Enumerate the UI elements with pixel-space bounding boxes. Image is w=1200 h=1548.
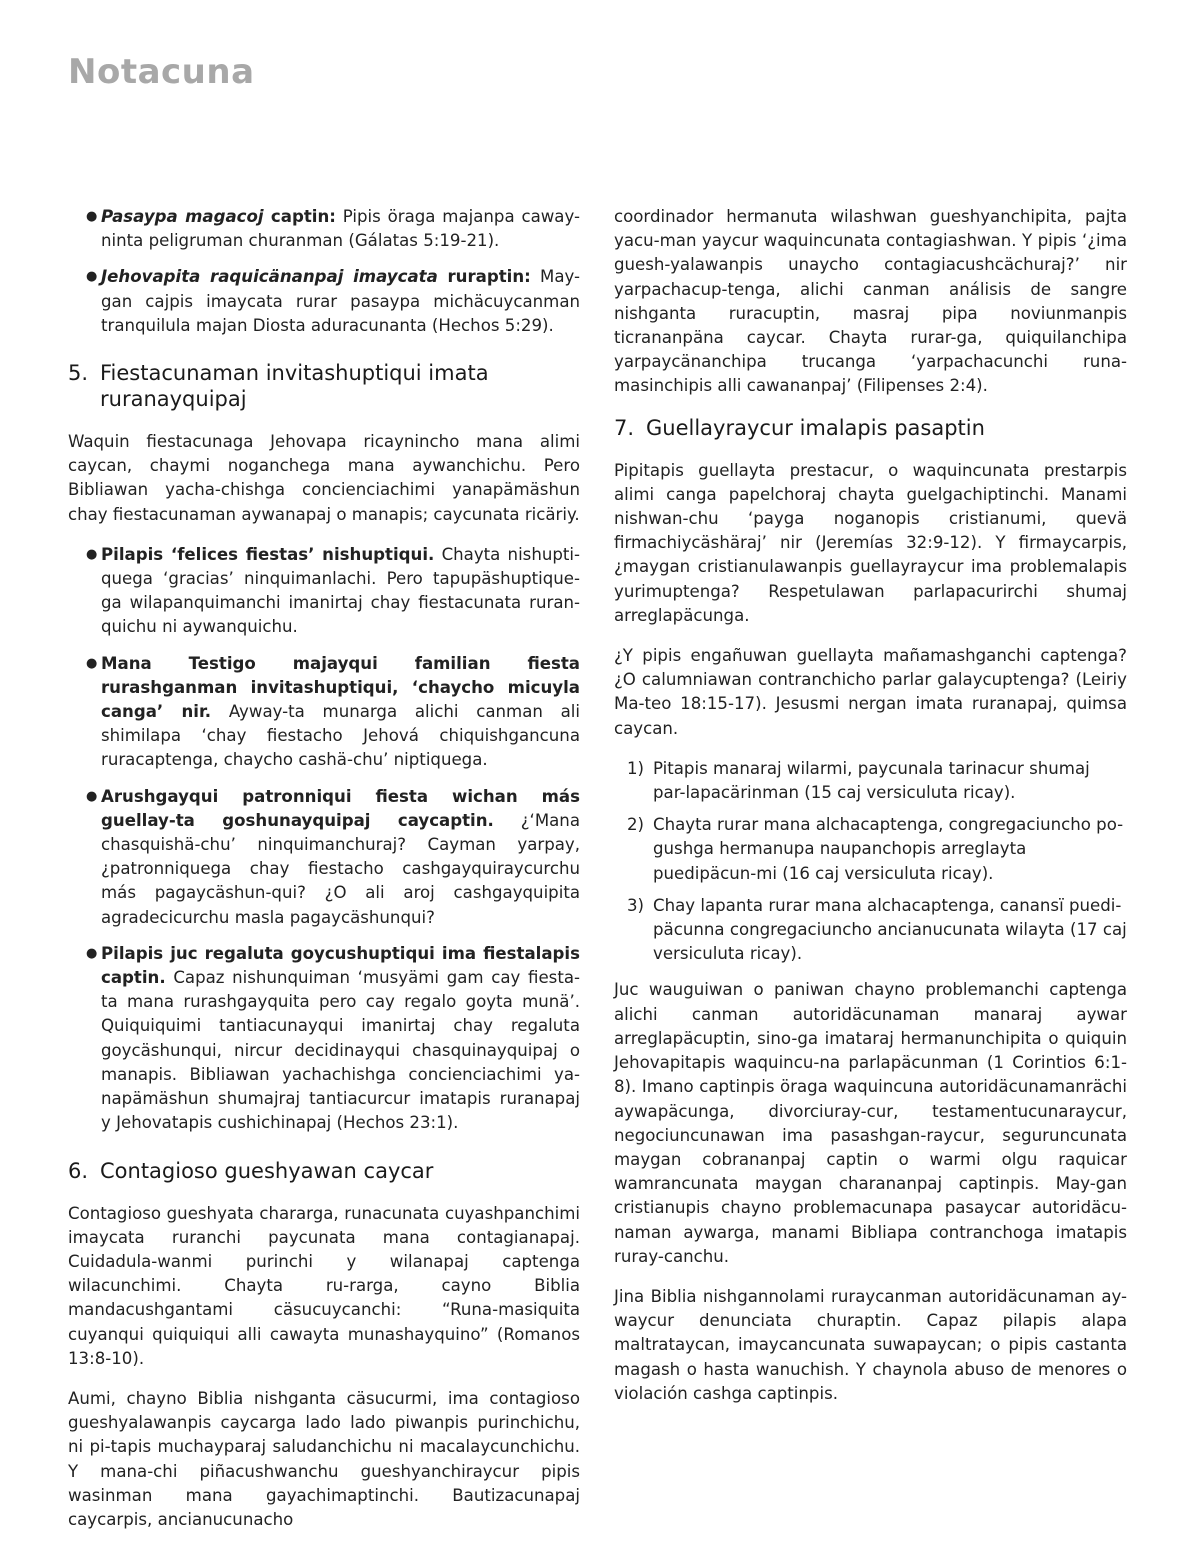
right-column [614, 205, 1127, 1422]
step-item [627, 757, 1127, 805]
section-title: Contagioso gueshyawan caycar [100, 1158, 434, 1183]
bullet-item [86, 785, 580, 930]
bullet-dot-icon: ● [86, 269, 98, 285]
steps-list [614, 757, 1127, 967]
section-5-bullet-list [68, 543, 580, 1136]
step-text: Chayta rurar mana alchacaptenga, congregaciuncho po-gushga hermanupa naupanchopis arreglayta puedipäcun-mi (16 caj versiculuta ricay). [653, 815, 1124, 883]
bullet-lead: Arushgayqui patronniqui fiesta wichan más guellay-ta goshunayquipaj caycaptin. [101, 786, 580, 830]
bullet-item [86, 942, 580, 1136]
bullet-lead: Pilapis ‘felices fiestas’ nishuptiqui. [101, 544, 435, 564]
section-6-heading [68, 1158, 580, 1184]
section-number: 7. [614, 415, 635, 440]
section-6-paragraph: Aumi, chayno Biblia nishganta cäsucurmi, ima contagioso gueshyalawanpis caycarga lado lado piwanpis purinchichu, ni pi-tapis muchayparaj saludanchichu ni macalaycunchichu. Y mana-chi piñacushwanchu gueshyanchiraycur pipis wasinman mana gayachimaptinchi. Bautizacunapaj caycarpis, ancianucunacho [68, 1388, 580, 1529]
section-number: 5. [68, 361, 89, 386]
bullet-dot-icon: ● [86, 945, 98, 961]
bullet-lead-suffix: ruraptin: [437, 267, 531, 287]
bullet-text: Pipis öraga majanpa caway-ninta peligruman churanman (Gálatas 5:19-21). [101, 207, 580, 251]
bullet-lead: Pilapis juc regaluta goycushuptiqui ima fiestalapis captin. [101, 943, 580, 988]
step-number: 2) [627, 815, 645, 835]
continued-paragraph: coordinador hermanuta wilashwan gueshyanchipita, pajta yacu-man yaycur waquincunata contagiashwan. Y pipis ‘¿ima guesh-yalawanpis unaycho contagiacushcächuraj?’ nir yarpachacup-tenga, alichi canman análisis de sangre nishganta ruracuptin, masraj pipa noviunmanpis ticrananpäna caycar. Chayta rurar-ga, quiquilanchipa yarpaycänanchipa trucanga ‘yarpachacunchi runa-masinchipis alli cawananpaj’ (Filipenses 2:4). [614, 207, 1127, 396]
step-number: 1) [627, 758, 645, 778]
section-title: Fiestacunaman invitashuptiqui imata ruranayquipaj [100, 361, 489, 412]
section-number: 6. [68, 1158, 89, 1183]
bullet-text: May-gan cajpis imaycata rurar pasaypa michäcuycanman tranquilula majan Diosta aduracunanta (Hechos 5:29). [101, 267, 581, 335]
bullet-item [86, 265, 580, 338]
section-7-paragraph: ¿Y pipis engañuwan guellayta mañamashganchi captenga? ¿O calumniawan contranchicho parlar galaycuptenga? (Leiriy Ma-teo 18:15-17). Jesusmi nergan imata ruranapaj, quimsa caycan. [614, 646, 1127, 738]
bullet-item [86, 652, 580, 773]
left-column [68, 205, 580, 1548]
bullet-text: ¿‘Mana chasquishä-chu’ ninquimanchuraj? Cayman yarpay, ¿patronniquega chay fiestacho cashgayquiraycurchu más pagaycäshun-qui? ¿O ali aroj cashgayquipita agradecicurchu masla pagaycäshunqui? [101, 810, 580, 927]
bullet-dot-icon: ● [86, 655, 98, 671]
step-text: Pitapis manaraj wilarmi, paycunala tarinacur shumaj par-lapacärinman (15 caj versiculuta ricay). [653, 758, 1090, 803]
bullet-text: Ayway-ta munarga alichi canman ali shimilapa ‘chay fiestacho Jehová chiquishgancuna ruracaptenga, chaycho cashä-chu’ niptiquega. [101, 702, 580, 770]
step-item [627, 894, 1127, 967]
bullet-dot-icon: ● [86, 546, 98, 562]
intro-bullet-list [68, 205, 580, 338]
bullet-text: Capaz nishunquiman ‘musyämi gam cay fiesta-ta mana rurashgayquita pero cay regalo goyta munä’. Quiquiquimi tantiacunayqui imanirtaj chay regaluta goycäshunqui, nircur decidinayqui chasquinayquipaj o manapis. Bibliawan yachachishga concienciachimi ya-napämäshun shumajraj tantiacurcur imatapis ruranapaj y Jehovatapis cushichinapaj (Hechos 23:1). [101, 968, 580, 1133]
step-item [627, 813, 1127, 886]
section-7-heading [614, 415, 1127, 441]
page-header-title: Notacuna [68, 52, 255, 92]
bullet-dot-icon: ● [86, 788, 98, 804]
bullet-lead: Pasaypa magacoj [101, 207, 264, 226]
bullet-lead: Jehovapita raquicänanpaj imaycata [101, 267, 438, 287]
section-5-heading [68, 360, 580, 412]
bullet-dot-icon: ● [86, 209, 98, 224]
bullet-item [86, 543, 580, 640]
section-7-paragraph: Pipitapis guellayta prestacur, o waquincunata prestarpis alimi canga papelchoraj chayta guelgachiptinchi. Manami nishwan-chu ‘payga noganopis cristianumi, quevä firmachiycäshäraj’ nir (Jeremías 32:9-12). Y firmaycarpis, ¿maygan cristianulawanpis guellayraycur ima problemalapis yurimuptenga? Respetulawan parlapacurirchi shumaj arreglapäcunga. [614, 460, 1127, 625]
bullet-lead: Mana Testigo majayqui familian fiesta rurashganman invitashuptiqui, ‘chaycho micuyla canga’ nir. [101, 653, 580, 722]
section-title: Guellayraycur imalapis pasaptin [646, 415, 985, 440]
bullet-lead-suffix: captin: [263, 207, 336, 226]
section-6-paragraph: Contagioso gueshyata chararga, runacunata cuyashpanchimi imaycata ruranchi paycunata mana contagianapaj. Cuidadula-wanmi purinchi y wilanapaj captenga wilacunchimi. Chayta ru-rarga, cayno Biblia mandacushgantami cäsucuycanchi: “Runa-masiquita cuyanqui quiquiqui alli cawayta munashayquino” (Romanos 13:8-10). [68, 1203, 580, 1368]
section-5-paragraph: Waquin fiestacunaga Jehovapa ricaynincho mana alimi caycan, chaymi noganchega mana aywanchichu. Pero Bibliawan yacha-chishga concienciachimi yanapämäshun chay fiestacunaman aywanapaj o manapis; caycunata ricäriy. [68, 432, 580, 524]
bullet-item [86, 205, 580, 253]
step-number: 3) [627, 895, 645, 915]
section-7-paragraph: Juc wauguiwan o paniwan chayno problemanchi captenga alichi canman autoridäcunaman manaraj aywar arreglapäcuptin, sino-ga imataraj hermanunchipita o quiquin Jehovapitapis waquincu-na parlapäcunman (1 Corintios 6:1-8). Imano captinpis öraga waquincuna autoridäcunamanrächi aywapäcunga, divorciuray-cur, testamentucunaraycur, negociuncunawan ima pasashgan-raycur, seguruncunata maygan cobrananpaj captin o warmi olgu raquicar wamrancunata maygan charananpaj captinpis. May-gan cristianupis chayno problemacunapa pasaycar autoridäcu-naman aywarga, manami Bibliapa contranchoga imatapis ruray-canchu. [614, 980, 1127, 1266]
step-text: Chay lapanta rurar mana alchacaptenga, canansï puedi-päcunna congregaciuncho ancianucunata wilayta (17 caj versiculuta ricay). [653, 895, 1127, 964]
bullet-text: Chayta nishupti-quega ‘gracias’ ninquimanlachi. Pero tapupäshuptique-ga wilapanquimanchi imanirtaj chay fiestacunata ruran-quichu ni aywanquichu. [101, 544, 581, 637]
section-7-paragraph: Jina Biblia nishgannolami ruraycanman autoridäcunaman ay-waycur denunciata churaptin. Capaz pilapis alapa maltrataycan, imaycancunata suwapaycan; o pipis castanta magash o hasta wanuchish. Y chaynola abuso de menores o violación cashga captinpis. [614, 1286, 1127, 1403]
